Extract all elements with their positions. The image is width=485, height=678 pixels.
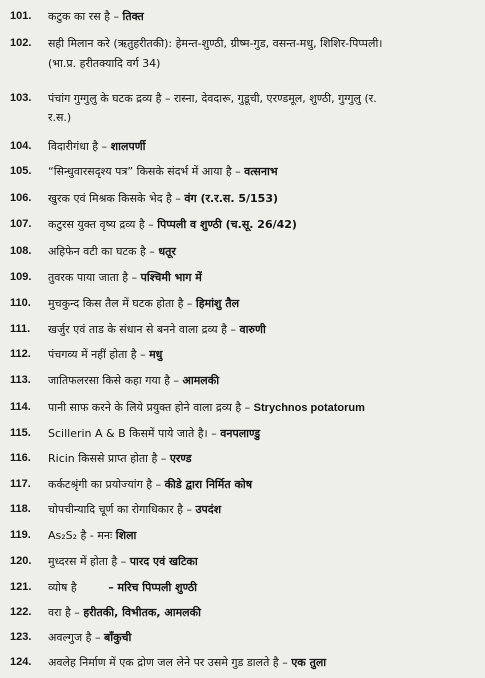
item-number: 120. <box>10 555 32 567</box>
item-answer: वत्सनाभ <box>244 165 278 178</box>
item-answer: कीडे द्वारा निर्मित कोष <box>164 478 253 491</box>
item-answer: हरीतकी, विभीतक, आमलकी <box>83 606 201 619</box>
item-question: खुरक एवं मिश्रक किसके भेद है – <box>48 192 181 205</box>
item-number: 106. <box>10 192 32 204</box>
item-answer: Strychnos potatorum <box>253 402 365 414</box>
item-number: 113. <box>10 374 31 386</box>
item-number: 105. <box>10 165 32 177</box>
item-question: पानी साफ करने के लिये प्रयुक्त होने वाला द्रव्य है – <box>48 401 251 414</box>
item-number: 121. <box>10 581 32 593</box>
item-number: 124. <box>10 656 32 668</box>
item-number: 111. <box>10 323 31 335</box>
item-number: 109. <box>10 271 32 283</box>
item-question: पंचगव्य में नहीं होता है – <box>48 348 146 361</box>
item-number: 102. <box>10 37 32 49</box>
item-question: Ricin किससे प्राप्त होता है – <box>48 452 167 465</box>
item-answer: शालपर्णी <box>110 140 146 153</box>
item-number: 115. <box>10 427 31 439</box>
item-number: 108. <box>10 245 32 257</box>
item-answer: धतूर <box>158 245 176 258</box>
item-answer: पश्चिमी भाग में <box>140 271 202 284</box>
item-question: विदारीगंधा है – <box>48 140 108 153</box>
item-question: As₂S₂ है - मनः <box>48 529 113 542</box>
item-number: 110. <box>10 297 31 309</box>
item-question: कटुक का रस है – <box>48 10 119 23</box>
item-answer: वारुणी <box>239 323 266 336</box>
item-question-continued: (भा.प्र. हरीतक्यादि वर्ग 34) <box>48 57 161 70</box>
item-question: सही मिलान करे (ऋतुहरीतकी): हेमन्त-शुण्ठी, ग्रीष्म-गुड, वसन्त-मधु, शिशिर-पिप्पली। <box>48 37 383 50</box>
item-answer: मधु <box>149 348 163 361</box>
item-question: जातिफलरसा किसे कहा गया है – <box>48 374 179 387</box>
item-answer: तिक्त <box>122 10 144 23</box>
item-answer: एक तुला <box>291 656 327 669</box>
item-number: 117. <box>10 478 31 490</box>
item-question: मुचकुन्द किस तैल में घटक होता है – <box>48 297 193 310</box>
item-answer: हिमांशु तैल <box>195 297 240 310</box>
item-question: Scillerin A & B किसमें पाये जाते है। – <box>48 427 217 440</box>
item-question: वरा है – <box>48 606 80 619</box>
item-number: 123. <box>10 631 32 643</box>
item-question: अहिफेन वटी का घटक है – <box>48 245 155 258</box>
item-answer: बाँकुची <box>103 631 132 644</box>
item-question: कर्कटश्रृंगी का प्रयोज्यांग है – <box>48 478 162 491</box>
item-answer: शिला <box>115 529 137 542</box>
item-answer: आमलकी <box>182 374 220 387</box>
item-answer: पिप्पली व शुण्ठी (च.सू. 26/42) <box>157 218 297 231</box>
item-answer: पारद एवं खटिका <box>129 555 198 568</box>
item-answer: – मरिच पिप्पली शुण्ठी <box>108 581 197 594</box>
item-number: 118. <box>10 503 31 515</box>
item-number: 116. <box>10 452 31 464</box>
item-question: व्योष है <box>48 581 77 594</box>
item-answer: वनपलाण्डु <box>220 427 261 440</box>
item-question: खर्जुर एवं ताड के संधान से बनने वाला द्रव्य है – <box>48 323 236 336</box>
item-answer: वंग (र.र.स. 5/153) <box>184 192 279 205</box>
item-question: “सिन्धुवारसदृश्य पत्र” किसके संदर्भ में आया है – <box>48 165 241 178</box>
item-question: पंचांग गुग्गुलु के घटक द्रव्य है – रास्ना, देवदारू, गुडूची, एरण्डमूल, शुण्ठी, गुग्गुलु (र. <box>48 92 377 105</box>
item-number: 103. <box>10 92 32 104</box>
item-number: 122. <box>10 606 32 618</box>
item-number: 104. <box>10 140 32 152</box>
item-answer: उपदंश <box>195 503 222 516</box>
item-question: अवलेह निर्माण में एक द्रोण जल लेने पर उसमे गुड डालते है – <box>48 656 288 669</box>
item-question: तुवरक पाया जाता है – <box>48 271 138 284</box>
item-number: 107. <box>10 218 32 230</box>
item-number: 101. <box>10 10 32 22</box>
item-question: चोपचीन्यादि चूर्ण का रोगाधिकार है – <box>48 503 192 516</box>
item-number: 114. <box>10 401 31 413</box>
item-question: मुध्दरस में होता है – <box>48 555 127 568</box>
item-question: कटुरस युक्त वृष्य द्रव्य है – <box>48 218 154 231</box>
item-question-continued: र.स.) <box>48 111 72 124</box>
item-answer: एरण्ड <box>169 452 192 465</box>
item-number: 119. <box>10 529 31 541</box>
item-question: अवल्गुज है – <box>48 631 101 644</box>
item-number: 112. <box>10 348 31 360</box>
